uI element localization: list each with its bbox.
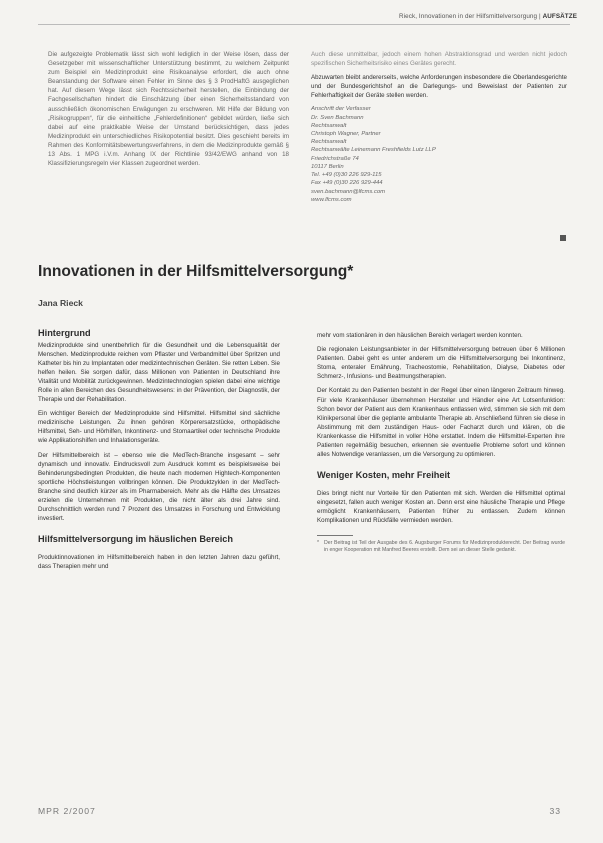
previous-article-left-column xyxy=(48,50,289,173)
previous-article-right-column xyxy=(311,50,567,204)
address-role: Rechtsanwalt xyxy=(311,139,347,146)
article-left-column xyxy=(38,328,280,576)
address-intro: Anschrift der Verfasser xyxy=(311,106,371,113)
address-city: 10117 Berlin xyxy=(311,163,344,170)
address-name: Christoph Wagner, Partner xyxy=(311,131,381,138)
footnote-rule xyxy=(317,535,353,536)
journal-issue: MPR 2/2007 xyxy=(38,806,96,816)
section-label: AUFSÄTZE xyxy=(542,13,577,20)
footnote-text: Der Beitrag ist Teil der Ausgabe des 6. Augsburger Forums für Medizinprodukterecht. Der Beitrag wurde in enger Kooperation mit Manfred Beeres erstellt. Dem sei an dieser Stelle gedankt. xyxy=(324,540,565,554)
address-firm: Rechtsanwälte Leinemann Freshfields Lutz LLP xyxy=(311,147,436,154)
article-title: Innovationen in der Hilfsmittelversorgung* xyxy=(38,263,354,280)
running-header xyxy=(399,13,577,20)
running-title: Rieck, Innovationen in der Hilfsmittelversorgung xyxy=(398,13,538,20)
footnote-marker: * xyxy=(317,540,320,547)
address-fax: Fax +49 (0)30 226 929-444 xyxy=(311,180,383,187)
address-phone: Tel. +49 (0)30 226 929-115 xyxy=(311,172,382,179)
end-of-article-marker xyxy=(560,235,566,241)
header-rule xyxy=(38,24,570,25)
body-paragraph: Medizinprodukte sind unentbehrlich für die Gesundheit und die Lebensqualität der Menschen. Medizinprodukte reichen vom Pflaster und Verbandmittel über Spritzen und Katheter bis hin zu Implantaten oder medizintechnischen Geräten. Sie retten Leben. Sie helfen heilen. Sie sorgen dafür, dass Millionen von Patienten in Deutschland ihre Vitalität und Mobilität zurückgewinnen. Medizintechnologien spielen dabei eine wichtige Rolle in allen Bereichen des Gesundheitswesens: in der Prävention, der Diagnostik, der Therapie und der Rehabilitation. xyxy=(38,341,280,404)
body-paragraph: Der Kontakt zu den Patienten besteht in der Regel über einen längeren Zeitraum hinweg. Für viele Krankenhäuser übernehmen Hersteller und Händler eine Art Lotsenfunktion: Schon bevor der Patient aus dem Krankenhaus entlassen wird, stimmen sie sich mit dem Klinikpersonal über die geplante ambulante Therapie ab. Anschließend führen sie diese in Abstimmung mit dem zuständigen Haus- oder Facharzt durch und klären, ob die Krankenkasse die Hilfsmittel in voller Höhe erstattet. Indem die Hilfsmittel-Experten ihre Patienten regelmäßig besuchen, erkennen sie eventuelle Probleme sofort und können alles Notwendige veranlassen, um die Versorgung zu optimieren. xyxy=(317,387,565,459)
article-author: Jana Rieck xyxy=(38,298,83,308)
body-paragraph: Produktinnovationen im Hilfsmittelbereich haben in den letzten Jahren dazu geführt, dass Therapien mehr und xyxy=(38,553,280,570)
body-paragraph: Dies bringt nicht nur Vorteile für den Patienten mit sich. Werden die Hilfsmittel optimal eingesetzt, fallen auch weniger Kosten an. Denn erst eine häusliche Therapie und Pflege ermöglicht Krankenhäusern, Patienten früher zu entlassen. Zudem können Komplikationen und Rückfälle vermieden werden. xyxy=(317,489,565,524)
previous-article-text: Die aufgezeigte Problematik lässt sich wohl lediglich in der Weise lösen, dass der Gesetzgeber mit wissenschaftlicher Unterstützung bestimmt, zu welchem Zeitpunkt zum Beispiel ein Medizinprodukt eine Risikoanalyse erfordert, die auch ohne Beanstandung der Software einen Fehler im Sinne des § 3 ProdHaftG ausgeglichen hat. Auf diesem Wege lässt sich Rechtssicherheit herstellen, die Einbindung der Fachgesellschaften hindert die Einschätzung über einen Sicherheitsstandard von ausschließlich ökonomischen Erwägungen zu erschweren. Mit Hilfe der Bildung von „Risikogruppen“, für die einheitliche „Fehlerdefinitionen“ gebildet würden, ließe sich dabei auf eine praktikable Weise der Umstand berücksichtigen, dass jedes Medizinprodukt ein unterschiedliches Risikopotential besitzt. Dies geschieht bereits im Rahmen des Konformitätsbewertungsverfahrens, in dem die Medizinprodukte gemäß § 13 Abs. 1 MPG i.V.m. Anhang IX der Richtlinie 93/42/EWG anhand von 18 Klassifizierungsregeln vier Klassen zugeordnet werden. xyxy=(48,51,289,168)
author-address-block xyxy=(311,105,567,203)
address-role: Rechtsanwalt xyxy=(311,122,347,129)
article-right-column xyxy=(317,331,565,554)
address-name: Dr. Sven Bachmann xyxy=(311,114,364,121)
previous-article-paragraph: Auch diese unmittelbar, jedoch einem hohen Abstraktionsgrad und werden nicht jedoch spezifischen Sicherheitsrisiko eines Gerätes gerecht. xyxy=(311,51,567,68)
address-street: Friedrichstraße 74 xyxy=(311,155,359,162)
section-heading: Hilfsmittelversorgung im häuslichen Bereich xyxy=(38,534,234,545)
body-paragraph: mehr vom stationären in den häuslichen Bereich verlagert werden konnten. xyxy=(317,332,523,339)
body-paragraph: Die regionalen Leistungsanbieter in der Hilfsmittelversorgung betreuen über 6 Millionen Patienten. Dabei geht es unter anderem um die Hilfsmittelversorgung bei Inkontinenz, Stoma, enteraler Ernährung, Tracheostomie, Rehabilitation, Dialyse, Diabetes oder Schmerz-, Infusions- und Beatmungstherapien. xyxy=(317,346,565,381)
body-paragraph: Der Hilfsmittelbereich ist – ebenso wie die MedTech-Branche insgesamt – sehr dynamisch und innovativ. Eindrucksvoll zum Ausdruck kommt es beispielsweise bei Behinderungsbedingten Produkten, die heute nach modernen Hightech-Komponenten sportliche Höchstleistungen vollbringen können. Die Produktzyklen in der MedTech-Branche sind deutlich kürzer als im Pharmabereich. Mehr als die Hälfte des Umsatzes erzielen die Unternehmen mit Produkten, die nicht älter als drei Jahre sind. Durchschnittlich werden rund 7 Prozent des Umsatzes in Forschung und Entwicklung investiert. xyxy=(38,451,280,523)
page-number: 33 xyxy=(549,806,561,816)
previous-article-paragraph: Abzuwarten bleibt andererseits, welche Anforderungen insbesondere die Oberlandesgerichte und der Bundesgerichtshof an die Darlegungs- und Beweislast der Patienten zur Fehlerhaftigkeit der Geräte stellen werden. xyxy=(311,74,567,100)
header-separator: | xyxy=(539,13,541,20)
address-website: www.lfcms.com xyxy=(311,196,352,203)
body-paragraph: Ein wichtiger Bereich der Medizinprodukte sind Hilfsmittel. Hilfsmittel sind sächliche medizinische Leistungen. Zu ihnen gehören Körperersatzstücke, orthopädische Hilfsmittel, Seh- und Hörhilfen, Inkontinenz- und Stomaartikel oder technische Produkte wie Applikationshilfen und Inhalationsgeräte. xyxy=(38,410,280,445)
section-heading: Hintergrund xyxy=(38,328,91,338)
section-heading: Weniger Kosten, mehr Freiheit xyxy=(317,470,451,481)
address-email: sven.bachmann@lfcms.com xyxy=(311,188,386,195)
footnote xyxy=(317,540,565,554)
